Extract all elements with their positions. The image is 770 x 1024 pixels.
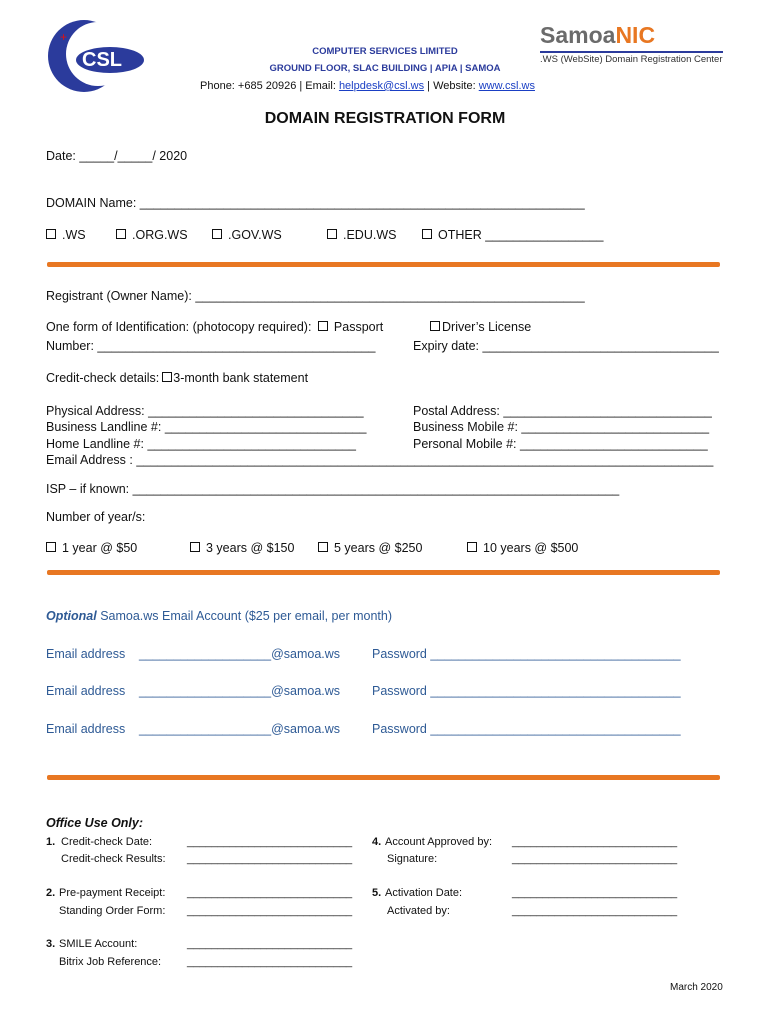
office-num: 5. — [372, 887, 382, 899]
checkbox-icon — [46, 229, 56, 239]
domain-name-field[interactable]: DOMAIN Name: ________________________________________________________________ — [46, 196, 585, 210]
checkbox-icon — [46, 542, 56, 552]
svg-text:+: + — [60, 30, 68, 44]
footer-date: March 2020 — [670, 982, 723, 993]
physical-address-field[interactable]: Physical Address: _______________________________ — [46, 404, 364, 418]
drivers-license-option[interactable]: Driver’s License — [430, 320, 531, 334]
org-address: GROUND FLOOR, SLAC BUILDING | APIA | SAMOA — [269, 63, 501, 74]
website-link[interactable]: www.csl.ws — [478, 80, 535, 92]
samoanic-subtitle: .WS (WebSite) Domain Registration Center — [540, 51, 723, 65]
isp-field[interactable]: ISP – if known: ______________________________________________________________________ — [46, 482, 620, 496]
office-label: Activation Date: — [385, 887, 463, 899]
id-number-field[interactable]: Number: ________________________________________ — [46, 339, 376, 353]
csl-logo — [46, 16, 146, 96]
password-input[interactable]: Password ____________________________________ — [372, 722, 681, 736]
domain-option-ws[interactable]: .WS — [46, 228, 86, 242]
domain-option-other[interactable]: OTHER _________________ — [422, 228, 603, 242]
expiry-date-field[interactable]: Expiry date: __________________________________ — [413, 339, 719, 353]
office-line[interactable]: ___________________________ — [187, 887, 353, 899]
checkbox-icon — [318, 542, 328, 552]
optional-email-heading: Optional Samoa.ws Email Account ($25 per email, per month) — [46, 609, 392, 623]
personal-mobile-field[interactable]: Personal Mobile #: ___________________________ — [413, 437, 708, 451]
office-line[interactable]: ___________________________ — [512, 836, 678, 848]
office-num: 2. — [46, 887, 56, 899]
office-num: 3. — [46, 938, 56, 950]
office-label: Bitrix Job Reference: — [59, 956, 162, 968]
checkbox-icon — [422, 229, 432, 239]
office-label: Account Approved by: — [385, 836, 493, 848]
office-line[interactable]: ___________________________ — [512, 887, 678, 899]
identification-label: One form of Identification: (photocopy required): Passport — [46, 320, 384, 334]
email-address-label: Email address — [46, 722, 126, 736]
office-line[interactable]: ___________________________ — [187, 905, 353, 917]
years-label: Number of year/s: — [46, 510, 146, 524]
office-line[interactable]: ___________________________ — [187, 853, 353, 865]
office-label: Pre-payment Receipt: — [59, 887, 166, 899]
password-input[interactable]: Password ____________________________________ — [372, 647, 681, 661]
date-field[interactable]: Date: _____/_____/ 2020 — [46, 149, 188, 163]
postal-address-field[interactable]: Postal Address: ______________________________ — [413, 404, 712, 418]
email-link[interactable]: helpdesk@csl.ws — [338, 80, 425, 92]
samoa-email-input[interactable]: ___________________@samoa.ws — [139, 647, 341, 661]
office-num: 4. — [372, 836, 382, 848]
website-label: | Website: — [427, 80, 476, 92]
phone-label: Phone: +685 20926 | Email: — [200, 80, 336, 92]
office-label: Credit-check Date: — [61, 836, 153, 848]
contact-line — [200, 80, 535, 92]
domain-option-org[interactable]: .ORG.WS — [116, 228, 188, 242]
checkbox-icon — [467, 542, 477, 552]
office-label: SMILE Account: — [59, 938, 138, 950]
office-label: Standing Order Form: — [59, 905, 166, 917]
section-divider — [47, 262, 720, 267]
section-divider — [47, 775, 720, 780]
checkbox-icon — [190, 542, 200, 552]
office-num: 1. — [46, 836, 56, 848]
email-address-label: Email address — [46, 684, 126, 698]
office-label: Credit-check Results: — [61, 853, 166, 865]
samoanic-logo: SamoaNIC — [540, 22, 656, 48]
domain-option-gov[interactable]: .GOV.WS — [212, 228, 282, 242]
office-label: Activated by: — [387, 905, 450, 917]
samoa-email-input[interactable]: ___________________@samoa.ws — [139, 684, 341, 698]
business-mobile-field[interactable]: Business Mobile #: ___________________________ — [413, 420, 710, 434]
years-option-10[interactable]: 10 years @ $500 — [467, 541, 578, 555]
office-line[interactable]: ___________________________ — [512, 905, 678, 917]
svg-text:CSL: CSL — [82, 49, 122, 71]
checkbox-icon — [116, 229, 126, 239]
office-line[interactable]: ___________________________ — [187, 956, 353, 968]
office-label: Signature: — [387, 853, 438, 865]
home-landline-field[interactable]: Home Landline #: ______________________________ — [46, 437, 357, 451]
section-divider — [47, 570, 720, 575]
years-option-5[interactable]: 5 years @ $250 — [318, 541, 422, 555]
email-address-field[interactable]: Email Address : ___________________________________________________________________________________ — [46, 453, 714, 467]
office-line[interactable]: ___________________________ — [512, 853, 678, 865]
checkbox-icon — [327, 229, 337, 239]
years-option-3[interactable]: 3 years @ $150 — [190, 541, 294, 555]
checkbox-icon — [162, 372, 172, 382]
password-input[interactable]: Password ____________________________________ — [372, 684, 681, 698]
credit-check-field[interactable]: Credit-check details: 3-month bank statement — [46, 371, 309, 385]
office-line[interactable]: ___________________________ — [187, 836, 353, 848]
org-name: COMPUTER SERVICES LIMITED — [312, 46, 458, 57]
office-line[interactable]: ___________________________ — [187, 938, 353, 950]
registrant-field[interactable]: Registrant (Owner Name): ________________________________________________________ — [46, 289, 585, 303]
checkbox-icon — [430, 321, 440, 331]
email-address-label: Email address — [46, 647, 126, 661]
business-landline-field[interactable]: Business Landline #: _____________________________ — [46, 420, 367, 434]
domain-option-edu[interactable]: .EDU.WS — [327, 228, 396, 242]
years-option-1[interactable]: 1 year @ $50 — [46, 541, 137, 555]
office-use-title: Office Use Only: — [46, 816, 144, 830]
form-title: DOMAIN REGISTRATION FORM — [264, 110, 506, 127]
samoa-email-input[interactable]: ___________________@samoa.ws — [139, 722, 341, 736]
checkbox-icon[interactable] — [318, 321, 328, 331]
checkbox-icon — [212, 229, 222, 239]
